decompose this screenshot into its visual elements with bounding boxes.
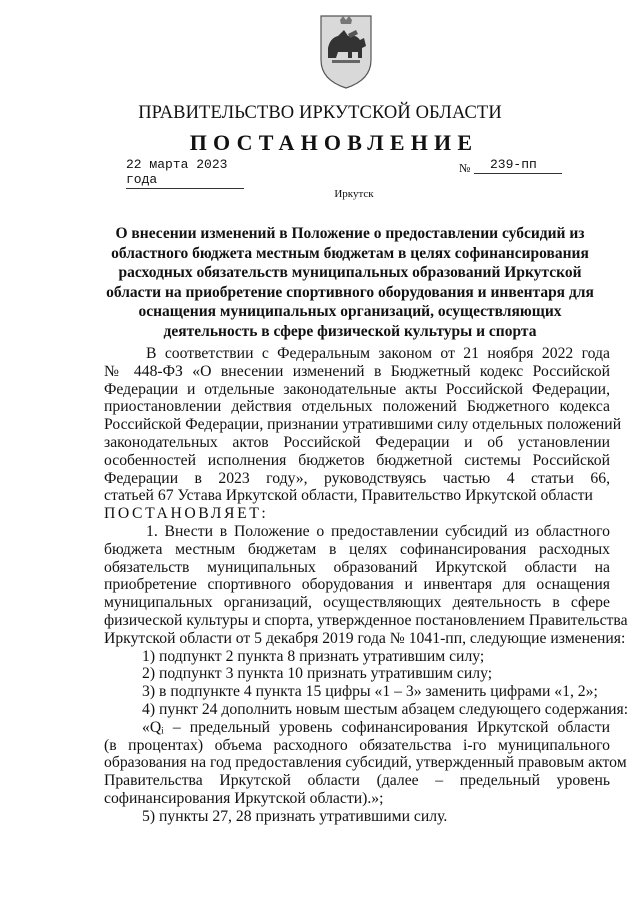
body-line: В соответствии с Федеральным законом от 21 ноября 2022 года xyxy=(146,345,610,362)
body-line: Российской Федерации, признании утратившими силу отдельных положений xyxy=(104,416,622,434)
document-number: 239-пп xyxy=(474,157,562,174)
body-line: Иркутской области от 5 декабря 2019 года № 1041-пп, следующие изменения: xyxy=(104,629,626,647)
resolves-heading: ПОСТАНОВЛЯЕТ: xyxy=(104,505,269,523)
document-date: 22 марта 2023 года xyxy=(126,157,244,189)
quote-line: образования на год предоставления субсидий, утвержденный правовым актом xyxy=(104,754,627,772)
title-line: расходных обязательств муниципальных образований Иркутской xyxy=(118,264,582,282)
list-item: 3) в подпункте 4 пункта 15 цифры «1 – 3» заменить цифрами «1, 2»; xyxy=(142,683,598,701)
title-line: О внесении изменений в Положение о предоставлении субсидий из xyxy=(115,225,585,242)
quote-line: (в процентах) объема расходного обязательства i-го муниципального xyxy=(104,736,610,754)
quote-line: Правительства Иркутской области (далее – предельный уровень xyxy=(104,772,610,790)
body-line: статьей 67 Устава Иркутской области, Правительство Иркутской области xyxy=(104,487,593,505)
body-line: приостановлении действия отдельных положений Бюджетного кодекса xyxy=(104,398,610,416)
government-name: ПРАВИТЕЛЬСТВО ИРКУТСКОЙ ОБЛАСТИ xyxy=(138,103,502,123)
title-line: оснащения муниципальных организаций, осуществляющих xyxy=(138,303,562,321)
title-line: области на приобретение спортивного оборудования и инвентаря для xyxy=(106,283,594,301)
body-line: обязательств муниципальных образований Иркутской области на xyxy=(104,558,610,576)
body-line: физической культуры и спорта, утвержденное постановлением Правительства xyxy=(104,611,628,629)
body-line: законодательных актов Российской Федерации и об установлении xyxy=(104,433,610,451)
quote-line: «Qᵢ – предельный уровень софинансирования Иркутской области xyxy=(142,718,610,736)
list-item: 2) подпункт 3 пункта 10 признать утратившим силу; xyxy=(142,665,493,683)
number-sign: № xyxy=(459,161,471,175)
body-line: Федерации в 2023 году», руководствуясь частью 4 статьи 66, xyxy=(104,469,610,487)
title-line: деятельность в сфере физической культуры и спорта xyxy=(163,322,537,340)
body-line: приобретение спортивного оборудования и инвентаря для оснащения xyxy=(104,576,610,594)
document-title xyxy=(100,224,600,342)
document-city: Иркутск xyxy=(334,188,374,200)
body-line: муниципальных организаций, осуществляющих деятельность в сфере xyxy=(104,594,610,612)
body-line: бюджета местным бюджетам в целях софинансирования расходных xyxy=(104,540,610,558)
list-item: 5) пункты 27, 28 признать утратившими силу. xyxy=(142,807,448,825)
document-type: ПОСТАНОВЛЕНИЕ xyxy=(189,130,479,155)
coat-of-arms-emblem xyxy=(318,12,374,90)
list-item: 1) подпункт 2 пункта 8 признать утратившим силу; xyxy=(142,647,485,665)
body-line: № 448-ФЗ «О внесении изменений в Бюджетный кодекс Российской xyxy=(104,362,610,380)
list-item: 4) пункт 24 дополнить новым шестым абзацем следующего содержания: xyxy=(142,700,629,718)
title-line: областного бюджета местным бюджетам в целях софинансирования xyxy=(111,244,589,262)
body-line: особенностей исполнения бюджетов бюджетной системы Российской xyxy=(104,451,610,469)
body-line: Федерации и отдельные законодательные акты Российской Федерации, xyxy=(104,380,610,398)
document-body xyxy=(104,345,629,826)
quote-line: софинансирования Иркутской области).»; xyxy=(104,789,384,807)
body-line: 1. Внести в Положение о предоставлении субсидий из областного xyxy=(146,522,610,540)
